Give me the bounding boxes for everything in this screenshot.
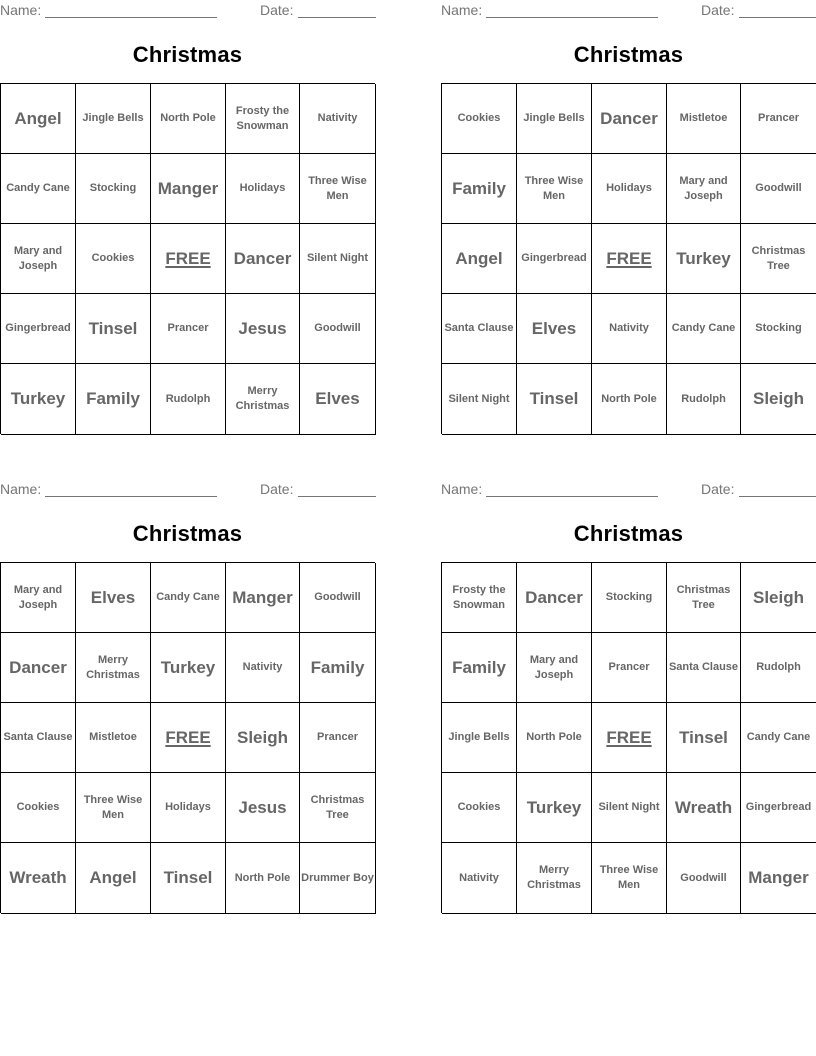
cell-label: Rudolph	[681, 392, 726, 405]
cell-label: Manger	[232, 587, 293, 607]
cell-label: Gingerbread	[745, 801, 812, 813]
bingo-cell[interactable]	[300, 843, 376, 914]
bingo-cell[interactable]	[442, 364, 517, 435]
card-title: Christmas	[132, 521, 243, 546]
bingo-cell[interactable]	[517, 364, 592, 435]
bingo-card-1	[0, 0, 375, 440]
cell-label: Family	[86, 389, 140, 408]
bingo-cell[interactable]	[741, 154, 816, 224]
bingo-cell[interactable]	[517, 843, 592, 914]
cell-label: FREE	[606, 728, 652, 747]
bingo-cell[interactable]	[300, 703, 376, 773]
cell-label: North Pole	[160, 112, 216, 124]
cell-label: Tinsel	[163, 868, 213, 887]
date-field[interactable]	[298, 496, 376, 497]
bingo-cell[interactable]	[592, 843, 667, 914]
cell-label: Cookies	[91, 252, 135, 264]
name-field[interactable]	[486, 496, 658, 497]
cell-label: Gingerbread	[521, 252, 587, 264]
date-label: Date:	[701, 2, 735, 18]
cell-label: Wreath	[674, 797, 733, 817]
bingo-cell[interactable]	[442, 154, 517, 224]
bingo-cell[interactable]	[442, 703, 517, 773]
bingo-cell[interactable]	[226, 843, 300, 914]
bingo-cell[interactable]	[1, 294, 76, 364]
bingo-cell[interactable]	[226, 224, 300, 294]
cell-label: Holidays	[239, 182, 286, 194]
name-label: Name:	[441, 481, 483, 497]
bingo-cell[interactable]	[741, 773, 816, 843]
bingo-grid	[0, 83, 375, 434]
cell-label: Elves	[531, 318, 577, 338]
name-field[interactable]	[45, 17, 217, 18]
date-field[interactable]	[739, 17, 816, 18]
cell-label: Drummer Boy	[301, 871, 374, 884]
cell-label: Mary and Joseph	[13, 244, 63, 272]
bingo-cell[interactable]	[300, 364, 376, 435]
bingo-cell[interactable]	[226, 703, 300, 773]
bingo-grid	[0, 562, 375, 913]
bingo-cell[interactable]	[592, 563, 667, 633]
cell-label: Rudolph	[756, 661, 801, 673]
cell-label: Jesus	[238, 797, 287, 817]
free-space-cell[interactable]	[151, 703, 226, 773]
cell-label: Three Wise Men	[83, 793, 143, 821]
bingo-cell[interactable]	[517, 703, 592, 773]
bingo-cell[interactable]	[1, 703, 76, 773]
cell-label: Christmas Tree	[751, 244, 806, 272]
card-header	[0, 481, 375, 499]
cell-label: Nativity	[242, 661, 283, 673]
name-field[interactable]	[45, 496, 217, 497]
cell-label: Turkey	[676, 248, 731, 268]
cell-label: Tinsel	[88, 318, 138, 338]
bingo-cell[interactable]	[442, 563, 517, 633]
card-header	[441, 481, 816, 499]
date-field[interactable]	[739, 496, 816, 497]
cell-label: Family	[452, 178, 506, 198]
bingo-cell[interactable]	[1, 224, 76, 294]
bingo-cell[interactable]	[1, 84, 76, 154]
cell-label: Three Wise Men	[308, 174, 367, 202]
cell-label: Mary and Joseph	[679, 174, 728, 202]
bingo-cell[interactable]	[226, 364, 300, 435]
bingo-cell[interactable]	[300, 294, 376, 364]
card-title: Christmas	[573, 521, 684, 546]
date-field[interactable]	[298, 17, 376, 18]
bingo-cell[interactable]	[442, 224, 517, 294]
cell-label: Turkey	[160, 657, 216, 677]
cell-label: Dancer	[233, 248, 292, 268]
cell-label: Turkey	[10, 389, 66, 408]
bingo-cell[interactable]	[741, 84, 816, 154]
bingo-cell[interactable]	[1, 563, 76, 633]
bingo-cell[interactable]	[517, 773, 592, 843]
bingo-cell[interactable]	[226, 773, 300, 843]
bingo-cell[interactable]	[517, 633, 592, 703]
cell-label: Mary and Joseph	[13, 583, 63, 611]
bingo-cell[interactable]	[76, 84, 151, 154]
bingo-cell[interactable]	[76, 154, 151, 224]
cell-label: FREE	[165, 728, 211, 747]
cell-label: Sleigh	[752, 389, 804, 408]
cell-label: Merry Christmas	[527, 864, 581, 891]
cell-label: Angel	[14, 108, 62, 128]
bingo-cell[interactable]	[741, 843, 816, 914]
bingo-cell[interactable]	[741, 224, 816, 294]
name-label: Name:	[0, 481, 42, 497]
cell-label: Cookies	[16, 801, 60, 813]
cell-label: Holidays	[165, 801, 211, 813]
cell-label: Family	[310, 657, 365, 677]
name-field[interactable]	[486, 17, 658, 18]
bingo-cell[interactable]	[667, 703, 741, 773]
bingo-cell[interactable]	[76, 563, 151, 633]
bingo-cell[interactable]	[667, 154, 741, 224]
bingo-cell[interactable]	[1, 154, 76, 224]
bingo-cell[interactable]	[226, 154, 300, 224]
name-label: Name:	[0, 2, 42, 18]
bingo-cell[interactable]	[300, 84, 376, 154]
bingo-cell[interactable]	[1, 633, 76, 703]
bingo-cell[interactable]	[76, 224, 151, 294]
bingo-cell[interactable]	[226, 633, 300, 703]
name-label: Name:	[441, 2, 483, 18]
bingo-cell[interactable]	[741, 563, 816, 633]
cell-label: Angel	[89, 868, 137, 887]
bingo-cell[interactable]	[667, 84, 741, 154]
bingo-cell[interactable]	[442, 84, 517, 154]
free-space-cell[interactable]	[592, 224, 667, 294]
cell-label: FREE	[165, 249, 211, 268]
card-title: Christmas	[573, 42, 684, 67]
cell-label: Merry Christmas	[235, 385, 290, 412]
cell-label: Family	[452, 657, 506, 677]
bingo-cell[interactable]	[300, 773, 376, 843]
cell-label: Candy Cane	[156, 591, 220, 603]
bingo-cell[interactable]	[151, 294, 226, 364]
cell-label: Mistletoe	[89, 731, 137, 743]
bingo-cell[interactable]	[592, 364, 667, 435]
cell-label: Jingle Bells	[82, 112, 144, 124]
bingo-grid	[441, 562, 816, 913]
cell-label: Silent Night	[598, 801, 660, 813]
cell-label: Silent Night	[448, 392, 510, 405]
bingo-cell[interactable]	[76, 843, 151, 914]
bingo-cell[interactable]	[151, 563, 226, 633]
date-label: Date:	[701, 481, 735, 497]
bingo-card-4	[441, 479, 816, 919]
cell-label: Goodwill	[680, 871, 727, 884]
cell-label: Manger	[157, 178, 219, 198]
bingo-cell[interactable]	[667, 294, 741, 364]
cell-label: Prancer	[317, 731, 358, 743]
bingo-cell[interactable]	[76, 773, 151, 843]
bingo-cell[interactable]	[592, 84, 667, 154]
bingo-cell[interactable]	[226, 294, 300, 364]
cell-label: Jesus	[238, 318, 287, 338]
bingo-cell[interactable]	[592, 294, 667, 364]
cell-label: Goodwill	[314, 591, 361, 603]
bingo-cell[interactable]	[667, 224, 741, 294]
bingo-card-2	[441, 0, 816, 440]
cell-label: Prancer	[608, 661, 650, 673]
cell-label: Santa Clause	[444, 322, 514, 334]
bingo-cell[interactable]	[151, 843, 226, 914]
bingo-cell[interactable]	[151, 364, 226, 435]
cell-label: Cookies	[457, 112, 501, 124]
bingo-cell[interactable]	[1, 843, 76, 914]
cell-label: Candy Cane	[671, 322, 736, 334]
cell-label: Tinsel	[679, 727, 728, 747]
cell-label: Gingerbread	[5, 322, 71, 334]
cell-label: Angel	[455, 248, 503, 268]
bingo-cell[interactable]	[667, 563, 741, 633]
cell-label: Prancer	[167, 322, 209, 334]
free-space-cell[interactable]	[151, 224, 226, 294]
bingo-cell[interactable]	[76, 294, 151, 364]
cell-label: Goodwill	[755, 182, 802, 194]
bingo-cell[interactable]	[300, 563, 376, 633]
bingo-cell[interactable]	[1, 773, 76, 843]
cell-label: Candy Cane	[746, 731, 811, 743]
bingo-cell[interactable]	[442, 843, 517, 914]
bingo-cell[interactable]	[442, 773, 517, 843]
bingo-cell[interactable]	[667, 773, 741, 843]
cell-label: Christmas Tree	[310, 793, 365, 821]
bingo-cell[interactable]	[151, 773, 226, 843]
cell-label: Holidays	[606, 182, 652, 194]
cell-label: Rudolph	[165, 392, 211, 405]
bingo-cell[interactable]	[76, 703, 151, 773]
bingo-cell[interactable]	[517, 154, 592, 224]
cell-label: Sleigh	[236, 727, 288, 747]
bingo-cell[interactable]	[300, 154, 376, 224]
cell-label: Frosty the Snowman	[452, 583, 506, 611]
bingo-cell[interactable]	[226, 563, 300, 633]
bingo-card-3	[0, 479, 375, 919]
bingo-cell[interactable]	[517, 224, 592, 294]
cell-label: Stocking	[605, 591, 653, 603]
cell-label: Cookies	[457, 801, 501, 813]
card-header	[0, 2, 375, 20]
cell-label: Nativity	[609, 322, 649, 334]
cell-label: FREE	[606, 249, 652, 268]
cell-label: Frosty the Snowman	[235, 104, 290, 132]
bingo-cell[interactable]	[592, 633, 667, 703]
card-title: Christmas	[132, 42, 243, 67]
cell-label: Jingle Bells	[523, 112, 585, 124]
bingo-cell[interactable]	[667, 843, 741, 914]
bingo-cell[interactable]	[517, 84, 592, 154]
bingo-cell[interactable]	[1, 364, 76, 435]
bingo-cell[interactable]	[667, 364, 741, 435]
cell-label: Sleigh	[752, 587, 804, 607]
bingo-cell[interactable]	[741, 294, 816, 364]
cell-label: Jingle Bells	[448, 731, 510, 743]
bingo-cell[interactable]	[741, 633, 816, 703]
cell-label: Dancer	[525, 587, 583, 607]
cell-label: Dancer	[9, 657, 67, 677]
cell-label: Dancer	[600, 108, 658, 128]
bingo-cell[interactable]	[667, 633, 741, 703]
bingo-cell[interactable]	[741, 364, 816, 435]
cell-label: Santa Clause	[3, 731, 73, 743]
bingo-cell[interactable]	[151, 84, 226, 154]
date-label: Date:	[260, 481, 294, 497]
cell-label: Christmas Tree	[676, 583, 731, 611]
bingo-cell[interactable]	[442, 294, 517, 364]
bingo-cell[interactable]	[592, 154, 667, 224]
cell-label: Three Wise Men	[524, 174, 584, 202]
cell-label: Merry Christmas	[86, 653, 140, 681]
cell-label: Silent Night	[306, 252, 369, 264]
free-space-cell[interactable]	[592, 703, 667, 773]
cell-label: Santa Clause	[668, 661, 739, 673]
bingo-cell[interactable]	[76, 364, 151, 435]
cell-label: Goodwill	[314, 322, 361, 334]
bingo-cell[interactable]	[151, 154, 226, 224]
cell-label: Nativity	[459, 871, 499, 884]
cell-label: Candy Cane	[6, 182, 70, 194]
cell-label: Prancer	[758, 112, 799, 124]
bingo-cell[interactable]	[517, 563, 592, 633]
cell-label: North Pole	[526, 731, 582, 743]
cell-label: Elves	[315, 389, 360, 408]
bingo-cell[interactable]	[76, 633, 151, 703]
bingo-cell[interactable]	[151, 633, 226, 703]
bingo-cell[interactable]	[226, 84, 300, 154]
cell-label: Three Wise Men	[599, 864, 659, 891]
cell-label: Tinsel	[529, 389, 579, 408]
cell-label: Nativity	[317, 112, 358, 124]
cell-label: Wreath	[9, 868, 67, 887]
cell-label: Stocking	[755, 322, 802, 334]
bingo-cell[interactable]	[592, 773, 667, 843]
bingo-cell[interactable]	[300, 224, 376, 294]
card-header	[441, 2, 816, 20]
cell-label: North Pole	[601, 392, 657, 405]
bingo-cell[interactable]	[517, 294, 592, 364]
bingo-cell[interactable]	[442, 633, 517, 703]
bingo-grid	[441, 83, 816, 434]
cell-label: Mistletoe	[679, 112, 728, 124]
cell-label: Turkey	[526, 797, 582, 817]
cell-label: North Pole	[234, 871, 291, 884]
bingo-cell[interactable]	[300, 633, 376, 703]
cell-label: Mary and Joseph	[529, 653, 579, 681]
cell-label: Elves	[90, 587, 136, 607]
date-label: Date:	[260, 2, 294, 18]
bingo-cell[interactable]	[741, 703, 816, 773]
cell-label: Stocking	[89, 182, 137, 194]
cell-label: Manger	[748, 868, 809, 887]
